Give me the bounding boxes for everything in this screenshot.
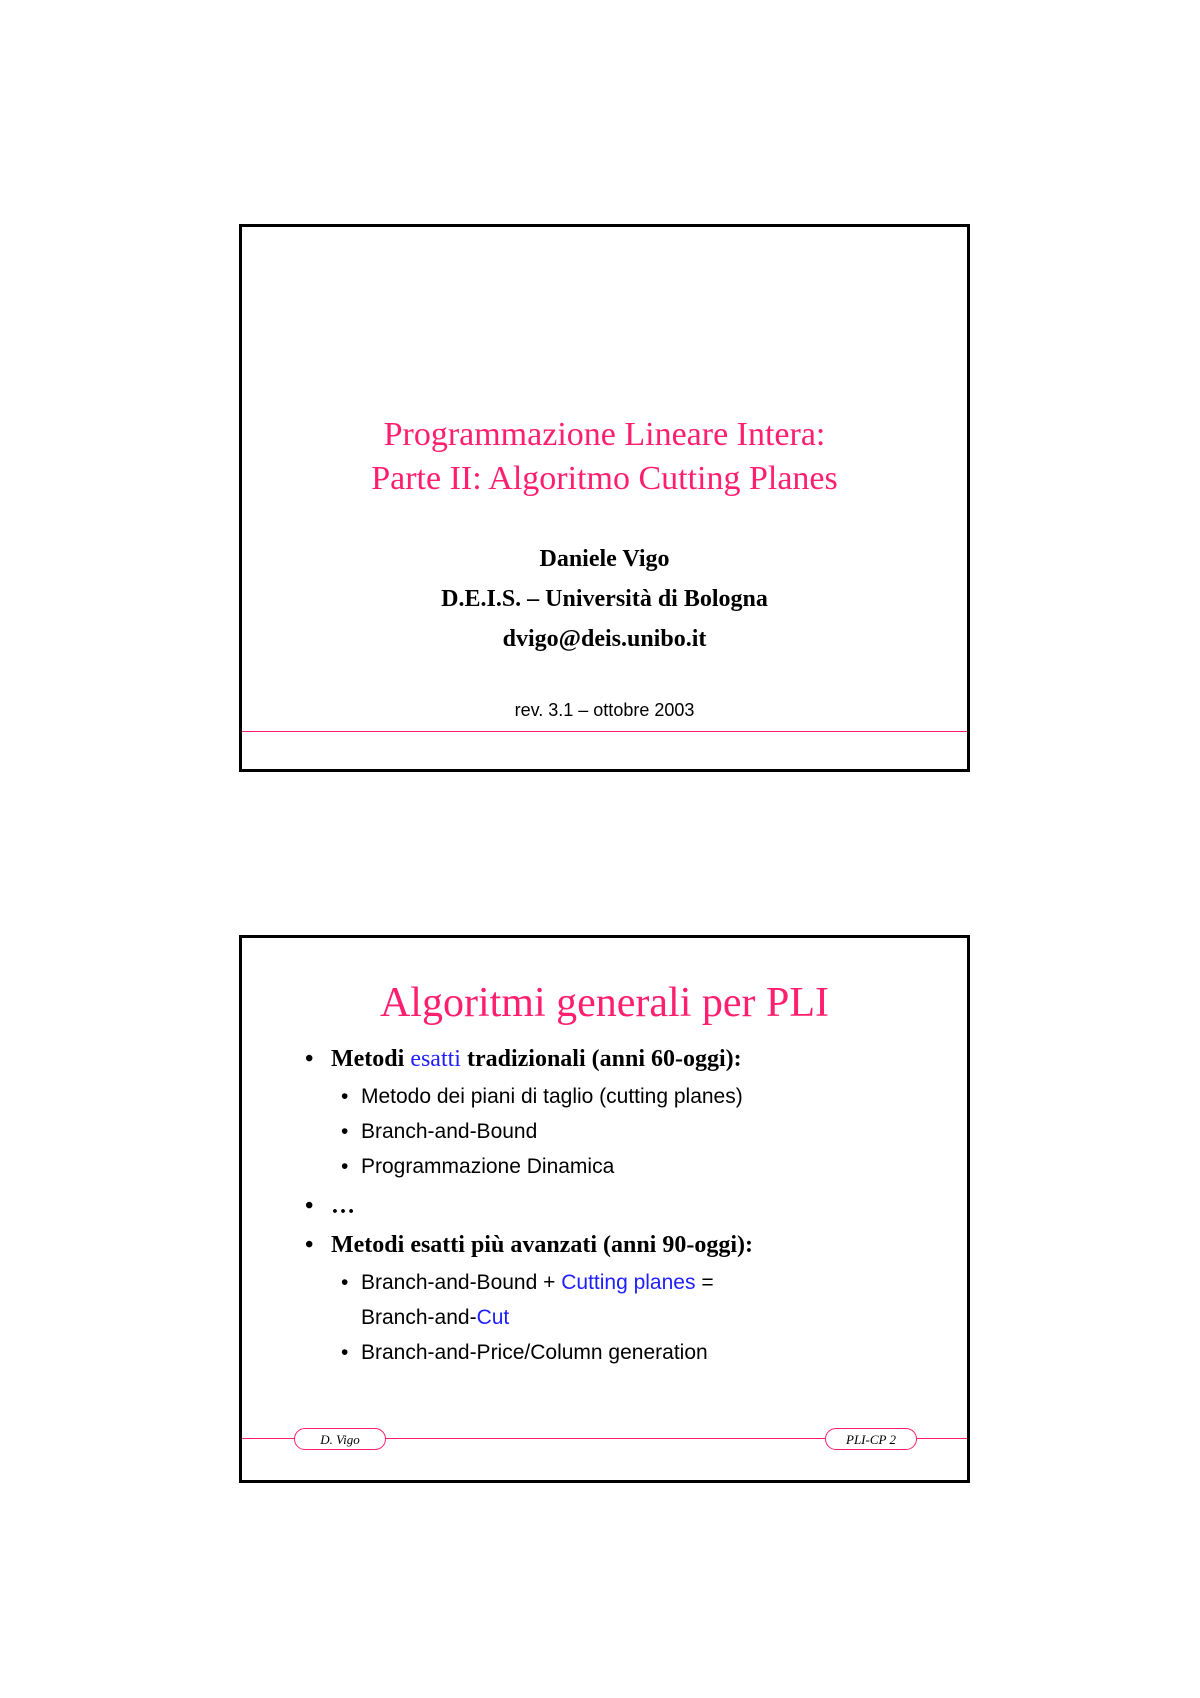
- sub-item-dynamic-programming: [341, 1155, 615, 1179]
- bullet-glyph: •: [341, 1085, 349, 1108]
- highlight-cut: Cut: [476, 1306, 510, 1329]
- slide-2: [239, 935, 970, 1483]
- author-email: dvigo@deis.unibo.it: [502, 626, 707, 652]
- sub-item-text: Metodo dei piani di taglio (cutting planes): [361, 1085, 743, 1108]
- bullet-exact-methods: [305, 1046, 742, 1073]
- bullet-text: Metodi: [331, 1046, 411, 1072]
- slide-1-title: [242, 413, 967, 501]
- bullet-glyph: •: [341, 1120, 349, 1143]
- sub-item-branch-and-price: [341, 1341, 708, 1365]
- slide-1: [239, 224, 970, 772]
- bullet-text: Metodi esatti più avanzati (anni 90-oggi):: [331, 1232, 753, 1258]
- bullet-advanced-methods: [305, 1232, 753, 1259]
- bullet-glyph: •: [305, 1193, 314, 1219]
- highlight-esatti: esatti: [410, 1046, 461, 1072]
- slide-1-title-line-2: Parte II: Algoritmo Cutting Planes: [371, 460, 838, 497]
- bullet-glyph: •: [341, 1155, 349, 1178]
- footer-rule: [242, 731, 967, 732]
- author-name: Daniele Vigo: [539, 546, 670, 572]
- author-block: [242, 539, 967, 659]
- sub-item-branch-and-cut-line-2: [361, 1306, 509, 1330]
- bullet-glyph: •: [341, 1271, 349, 1294]
- bullet-glyph: •: [305, 1232, 314, 1258]
- revision-note: rev. 3.1 – ottobre 2003: [514, 700, 695, 720]
- slide-2-title: Algoritmi generali per PLI: [379, 980, 830, 1026]
- sub-item-text: Branch-and-Price/Column generation: [361, 1341, 708, 1364]
- sub-item-branch-and-bound: [341, 1120, 538, 1144]
- footer-author-label: D. Vigo: [294, 1428, 386, 1450]
- bullet-glyph: •: [341, 1341, 349, 1364]
- sub-item-text: Branch-and-Bound: [361, 1120, 538, 1143]
- sub-item-text: Branch-and-: [361, 1306, 477, 1329]
- sub-item-text: Branch-and-Bound +: [361, 1271, 562, 1294]
- sub-item-text: Programmazione Dinamica: [361, 1155, 615, 1178]
- bullet-ellipsis: [305, 1193, 355, 1220]
- slide-1-title-line-1: Programmazione Lineare Intera:: [383, 416, 826, 453]
- sub-item-branch-and-cut: [341, 1271, 714, 1295]
- sub-item-cutting-planes: [341, 1085, 743, 1109]
- footer-slide-number: PLI-CP 2: [825, 1428, 917, 1450]
- author-affiliation: D.E.I.S. – Università di Bologna: [441, 586, 768, 612]
- highlight-cutting-planes: Cutting planes: [561, 1271, 696, 1294]
- bullet-text: tradizionali (anni 60-oggi):: [460, 1046, 742, 1072]
- sub-item-text: =: [695, 1271, 714, 1294]
- bullet-glyph: •: [305, 1046, 314, 1072]
- bullet-text: …: [331, 1193, 355, 1219]
